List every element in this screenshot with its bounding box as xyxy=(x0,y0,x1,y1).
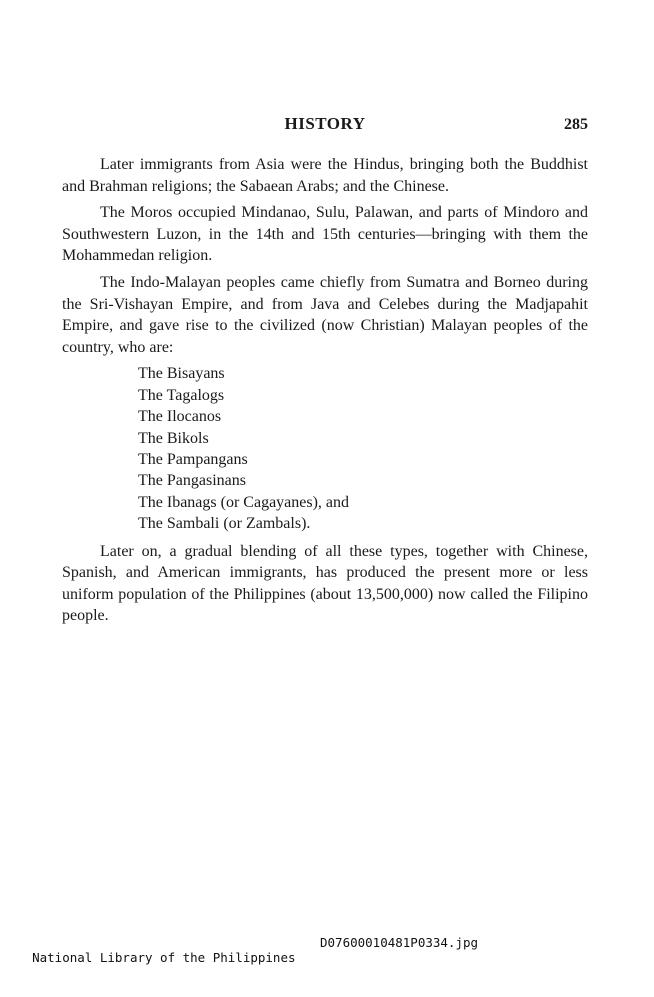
list-item: The Ilocanos xyxy=(138,408,222,426)
paragraph-blending: Later on, a gradual blending of all these types, together with Chinese, Spanish, and American immigrants, has produced the present more or less uniform population of the Philippines (about 13,500,000) now called the Filipino people. xyxy=(62,542,588,625)
peoples-list xyxy=(138,363,588,534)
list-item: The Ibanags (or Cagayanes), and xyxy=(138,493,350,511)
running-head xyxy=(62,114,588,138)
list-item: The Sambali (or Zambals). xyxy=(138,515,311,533)
paragraph-moros: The Moros occupied Mindanao, Sulu, Palawan, and parts of Mindoro and Southwestern Luzon, in the 14th and 15th centuries—bringing with them the Mohammedan religion. xyxy=(62,204,588,265)
scan-footer xyxy=(2,935,652,995)
list-item: The Bikols xyxy=(138,429,209,447)
list-item: The Pangasinans xyxy=(138,472,246,490)
page-number: 285 xyxy=(564,116,588,133)
body-text xyxy=(62,154,588,632)
list-item: The Pampangans xyxy=(138,450,248,468)
paragraph-immigrants: Later immigrants from Asia were the Hindus, bringing both the Buddhist and Brahman religions; the Sabaean Arabs; and the Chinese. xyxy=(62,156,588,195)
paragraph-indo-malayan: The Indo-Malayan peoples came chiefly from Sumatra and Borneo during the Sri-Vishayan Empire, and from Java and Celebes during the Madjapahit Empire, and gave rise to the civilized (now Christian) Malayan peoples of the country, who are: xyxy=(62,273,588,356)
list-item: The Bisayans xyxy=(138,365,225,383)
list-item: The Tagalogs xyxy=(138,386,225,404)
footer-library-name: National Library of the Philippines xyxy=(32,950,296,965)
running-title: HISTORY xyxy=(284,114,366,133)
footer-file-id: D07600010481P0334.jpg xyxy=(320,935,479,950)
